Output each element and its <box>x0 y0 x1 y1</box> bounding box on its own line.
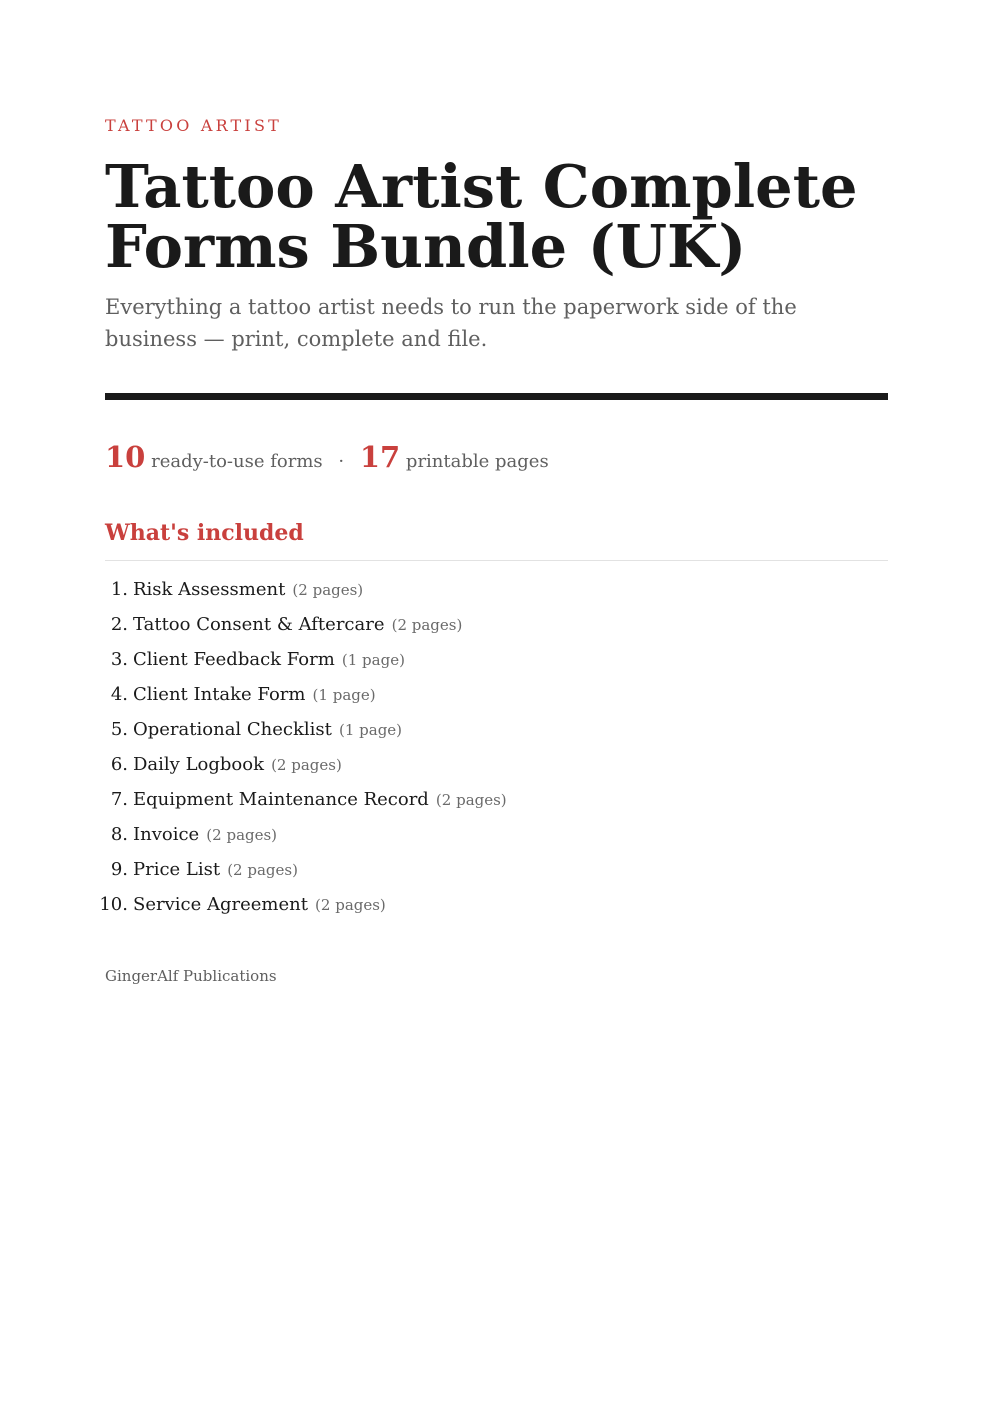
item-page-count: (2 pages) <box>292 581 364 599</box>
list-item <box>95 712 507 747</box>
title-divider <box>105 393 888 400</box>
list-item <box>95 887 507 922</box>
item-name: Client Feedback Form <box>133 649 335 670</box>
list-item <box>95 642 507 677</box>
item-name: Operational Checklist <box>133 719 332 740</box>
list-item <box>95 677 507 712</box>
item-number: 3. <box>110 649 128 670</box>
item-number: 7. <box>110 789 128 810</box>
item-number: 6. <box>110 754 128 775</box>
item-page-count: (1 page) <box>338 721 403 739</box>
item-name: Risk Assessment <box>133 579 286 600</box>
list-item <box>95 572 507 607</box>
included-heading: What's included <box>105 520 304 546</box>
list-item <box>95 817 507 852</box>
forms-count-label: ready-to-use forms <box>151 451 323 472</box>
item-number: 2. <box>110 614 128 635</box>
list-item <box>95 607 507 642</box>
item-name: Equipment Maintenance Record <box>133 789 429 810</box>
publisher-name: GingerAlf Publications <box>105 967 277 985</box>
item-number: 4. <box>110 684 128 705</box>
page-title: Tattoo Artist Complete Forms Bundle (UK) <box>105 152 858 281</box>
item-page-count: (1 page) <box>312 686 376 704</box>
item-page-count: (2 pages) <box>435 791 507 809</box>
item-page-count: (2 pages) <box>227 861 298 879</box>
item-name: Tattoo Consent & Aftercare <box>133 614 385 635</box>
item-number: 8. <box>110 824 128 845</box>
item-number: 10. <box>99 894 128 915</box>
forms-count: 10 <box>105 440 146 474</box>
item-name: Price List <box>133 859 221 880</box>
item-number: 9. <box>110 859 128 880</box>
item-name: Client Intake Form <box>133 684 306 705</box>
item-name: Service Agreement <box>133 894 308 915</box>
item-name: Daily Logbook <box>133 754 264 775</box>
stats-separator: · <box>338 451 345 472</box>
bundle-stats <box>105 440 549 474</box>
item-page-count: (1 page) <box>341 651 405 669</box>
page-subtitle: Everything a tattoo artist needs to run the paperwork side of the business — print, complete and file. <box>105 295 797 351</box>
item-page-count: (2 pages) <box>315 896 386 914</box>
item-page-count: (2 pages) <box>391 616 463 634</box>
section-divider <box>105 560 888 561</box>
forms-list <box>95 572 507 922</box>
list-item <box>95 747 507 782</box>
list-item <box>95 852 507 887</box>
category-label: TATTOO ARTIST <box>105 116 282 135</box>
item-number: 1. <box>110 579 128 600</box>
item-name: Invoice <box>133 824 200 845</box>
pages-count: 17 <box>359 440 401 474</box>
pages-count-label: printable pages <box>405 451 549 472</box>
item-page-count: (2 pages) <box>271 756 342 774</box>
list-item <box>95 782 507 817</box>
item-number: 5. <box>110 719 128 740</box>
item-page-count: (2 pages) <box>206 826 278 844</box>
